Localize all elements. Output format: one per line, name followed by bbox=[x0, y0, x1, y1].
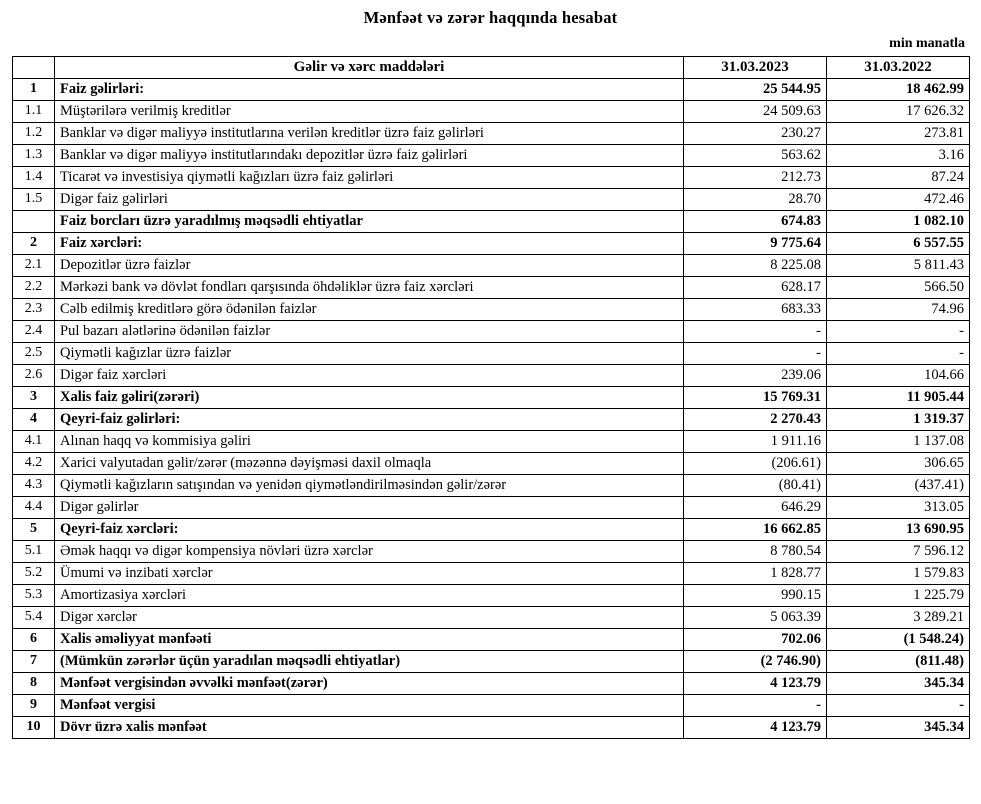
row-number: 4 bbox=[13, 409, 55, 431]
row-label: Mənfəət vergisi bbox=[55, 695, 684, 717]
row-number: 1.2 bbox=[13, 123, 55, 145]
row-value-period2: 1 579.83 bbox=[827, 563, 970, 585]
row-number: 5.3 bbox=[13, 585, 55, 607]
row-number: 2.5 bbox=[13, 343, 55, 365]
table-row bbox=[13, 255, 970, 277]
table-header-row bbox=[13, 57, 970, 79]
row-number: 2.2 bbox=[13, 277, 55, 299]
row-value-period1: 4 123.79 bbox=[684, 717, 827, 739]
table-row bbox=[13, 453, 970, 475]
row-number: 4.1 bbox=[13, 431, 55, 453]
row-label: Qeyri-faiz gəlirləri: bbox=[55, 409, 684, 431]
row-value-period2: 17 626.32 bbox=[827, 101, 970, 123]
row-label: Faiz gəlirləri: bbox=[55, 79, 684, 101]
table-row bbox=[13, 519, 970, 541]
row-value-period2: 13 690.95 bbox=[827, 519, 970, 541]
row-label: Qiymətli kağızların satışından və yenidən qiymətləndirilməsindən gəlir/zərər bbox=[55, 475, 684, 497]
row-number: 7 bbox=[13, 651, 55, 673]
row-number: 1 bbox=[13, 79, 55, 101]
row-number: 8 bbox=[13, 673, 55, 695]
row-label: Digər gəlirlər bbox=[55, 497, 684, 519]
row-value-period2: (811.48) bbox=[827, 651, 970, 673]
row-number bbox=[13, 211, 55, 233]
row-label: Banklar və digər maliyyə institutlarındakı depozitlər üzrə faiz gəlirləri bbox=[55, 145, 684, 167]
row-value-period2: 273.81 bbox=[827, 123, 970, 145]
row-label: Mənfəət vergisindən əvvəlki mənfəət(zərər) bbox=[55, 673, 684, 695]
row-value-period2: (1 548.24) bbox=[827, 629, 970, 651]
column-header-period1: 31.03.2023 bbox=[684, 57, 827, 79]
row-value-period1: 1 828.77 bbox=[684, 563, 827, 585]
profit-loss-table bbox=[12, 56, 970, 739]
row-number: 2.4 bbox=[13, 321, 55, 343]
row-value-period2: 18 462.99 bbox=[827, 79, 970, 101]
row-number: 10 bbox=[13, 717, 55, 739]
row-number: 4.3 bbox=[13, 475, 55, 497]
row-value-period1: 25 544.95 bbox=[684, 79, 827, 101]
row-value-period1: 990.15 bbox=[684, 585, 827, 607]
table-row bbox=[13, 233, 970, 255]
row-value-period1: 212.73 bbox=[684, 167, 827, 189]
row-label: Ümumi və inzibati xərclər bbox=[55, 563, 684, 585]
table-row bbox=[13, 321, 970, 343]
row-number: 1.3 bbox=[13, 145, 55, 167]
units-label: min manatla bbox=[889, 36, 965, 51]
row-value-period1: 683.33 bbox=[684, 299, 827, 321]
row-label: Faiz xərcləri: bbox=[55, 233, 684, 255]
row-label: Cəlb edilmiş kreditlərə görə ödənilən faizlər bbox=[55, 299, 684, 321]
column-header-num bbox=[13, 57, 55, 79]
page-title: Mənfəət və zərər haqqında hesabat bbox=[363, 8, 618, 27]
row-value-period1: 628.17 bbox=[684, 277, 827, 299]
table-row bbox=[13, 695, 970, 717]
row-value-period2: 5 811.43 bbox=[827, 255, 970, 277]
row-value-period2: 7 596.12 bbox=[827, 541, 970, 563]
row-number: 2.3 bbox=[13, 299, 55, 321]
row-number: 1.4 bbox=[13, 167, 55, 189]
row-value-period1: - bbox=[684, 695, 827, 717]
row-value-period1: 674.83 bbox=[684, 211, 827, 233]
row-number: 5.1 bbox=[13, 541, 55, 563]
row-value-period1: 563.62 bbox=[684, 145, 827, 167]
row-number: 5.2 bbox=[13, 563, 55, 585]
row-value-period1: (80.41) bbox=[684, 475, 827, 497]
row-number: 5.4 bbox=[13, 607, 55, 629]
row-label: Depozitlər üzrə faizlər bbox=[55, 255, 684, 277]
row-label: Faiz borcları üzrə yaradılmış məqsədli ehtiyatlar bbox=[55, 211, 684, 233]
row-value-period2: 306.65 bbox=[827, 453, 970, 475]
row-value-period1: 16 662.85 bbox=[684, 519, 827, 541]
row-label: Dövr üzrə xalis mənfəət bbox=[55, 717, 684, 739]
row-label: Mərkəzi bank və dövlət fondları qarşısında öhdəliklər üzrə faiz xərcləri bbox=[55, 277, 684, 299]
table-row bbox=[13, 497, 970, 519]
row-value-period2: 1 137.08 bbox=[827, 431, 970, 453]
row-value-period2: - bbox=[827, 695, 970, 717]
row-value-period2: 87.24 bbox=[827, 167, 970, 189]
row-value-period1: (2 746.90) bbox=[684, 651, 827, 673]
row-value-period2: 11 905.44 bbox=[827, 387, 970, 409]
row-number: 1.5 bbox=[13, 189, 55, 211]
row-number: 5 bbox=[13, 519, 55, 541]
row-value-period1: 702.06 bbox=[684, 629, 827, 651]
row-value-period1: 646.29 bbox=[684, 497, 827, 519]
row-value-period2: 3 289.21 bbox=[827, 607, 970, 629]
row-value-period2: 1 225.79 bbox=[827, 585, 970, 607]
row-value-period2: 1 082.10 bbox=[827, 211, 970, 233]
row-value-period1: 24 509.63 bbox=[684, 101, 827, 123]
column-header-name: Gəlir və xərc maddələri bbox=[55, 57, 684, 79]
row-number: 9 bbox=[13, 695, 55, 717]
row-number: 2 bbox=[13, 233, 55, 255]
table-row bbox=[13, 629, 970, 651]
row-value-period1: 28.70 bbox=[684, 189, 827, 211]
table-row bbox=[13, 145, 970, 167]
row-label: Əmək haqqı və digər kompensiya növləri üzrə xərclər bbox=[55, 541, 684, 563]
table-row bbox=[13, 431, 970, 453]
row-number: 1.1 bbox=[13, 101, 55, 123]
table-row bbox=[13, 277, 970, 299]
table-row bbox=[13, 167, 970, 189]
row-value-period2: (437.41) bbox=[827, 475, 970, 497]
row-value-period1: - bbox=[684, 343, 827, 365]
row-number: 6 bbox=[13, 629, 55, 651]
row-value-period1: 8 780.54 bbox=[684, 541, 827, 563]
row-value-period2: 74.96 bbox=[827, 299, 970, 321]
row-label: Ticarət və investisiya qiymətli kağızları üzrə faiz gəlirləri bbox=[55, 167, 684, 189]
row-label: Digər faiz gəlirləri bbox=[55, 189, 684, 211]
row-label: Xalis faiz gəliri(zərəri) bbox=[55, 387, 684, 409]
row-value-period2: 345.34 bbox=[827, 673, 970, 695]
row-value-period1: 1 911.16 bbox=[684, 431, 827, 453]
table-row bbox=[13, 607, 970, 629]
row-value-period1: 2 270.43 bbox=[684, 409, 827, 431]
row-number: 4.2 bbox=[13, 453, 55, 475]
row-label: Amortizasiya xərcləri bbox=[55, 585, 684, 607]
row-number: 3 bbox=[13, 387, 55, 409]
row-value-period1: 8 225.08 bbox=[684, 255, 827, 277]
row-value-period1: 9 775.64 bbox=[684, 233, 827, 255]
table-row bbox=[13, 475, 970, 497]
table-row bbox=[13, 541, 970, 563]
table-row bbox=[13, 563, 970, 585]
table-row bbox=[13, 673, 970, 695]
table-row bbox=[13, 123, 970, 145]
row-value-period2: 1 319.37 bbox=[827, 409, 970, 431]
table-row bbox=[13, 343, 970, 365]
row-value-period2: 566.50 bbox=[827, 277, 970, 299]
row-value-period1: 4 123.79 bbox=[684, 673, 827, 695]
table-row bbox=[13, 211, 970, 233]
row-label: Banklar və digər maliyyə institutlarına verilən kreditlər üzrə faiz gəlirləri bbox=[55, 123, 684, 145]
table-row bbox=[13, 299, 970, 321]
row-value-period2: 313.05 bbox=[827, 497, 970, 519]
row-label: Digər faiz xərcləri bbox=[55, 365, 684, 387]
row-label: Xarici valyutadan gəlir/zərər (məzənnə dəyişməsi daxil olmaqla bbox=[55, 453, 684, 475]
row-value-period1: 5 063.39 bbox=[684, 607, 827, 629]
row-value-period1: - bbox=[684, 321, 827, 343]
row-number: 2.1 bbox=[13, 255, 55, 277]
table-row bbox=[13, 189, 970, 211]
row-value-period2: 472.46 bbox=[827, 189, 970, 211]
row-value-period1: 239.06 bbox=[684, 365, 827, 387]
row-number: 2.6 bbox=[13, 365, 55, 387]
row-value-period2: 6 557.55 bbox=[827, 233, 970, 255]
row-value-period2: - bbox=[827, 343, 970, 365]
row-value-period1: 230.27 bbox=[684, 123, 827, 145]
table-row bbox=[13, 717, 970, 739]
column-header-period2: 31.03.2022 bbox=[827, 57, 970, 79]
table-row bbox=[13, 387, 970, 409]
row-value-period2: 3.16 bbox=[827, 145, 970, 167]
table-row bbox=[13, 365, 970, 387]
row-label: Digər xərclər bbox=[55, 607, 684, 629]
row-value-period1: (206.61) bbox=[684, 453, 827, 475]
table-row bbox=[13, 585, 970, 607]
table-body bbox=[13, 57, 970, 739]
table-row bbox=[13, 101, 970, 123]
row-value-period2: 345.34 bbox=[827, 717, 970, 739]
row-label: Qiymətli kağızlar üzrə faizlər bbox=[55, 343, 684, 365]
row-label: Müştərilərə verilmiş kreditlər bbox=[55, 101, 684, 123]
table-row bbox=[13, 409, 970, 431]
row-label: Xalis əməliyyat mənfəəti bbox=[55, 629, 684, 651]
row-value-period1: 15 769.31 bbox=[684, 387, 827, 409]
row-number: 4.4 bbox=[13, 497, 55, 519]
table-row bbox=[13, 79, 970, 101]
row-label: Alınan haqq və kommisiya gəliri bbox=[55, 431, 684, 453]
row-label: (Mümkün zərərlər üçün yaradılan məqsədli ehtiyatlar) bbox=[55, 651, 684, 673]
table-row bbox=[13, 651, 970, 673]
row-label: Qeyri-faiz xərcləri: bbox=[55, 519, 684, 541]
row-label: Pul bazarı alətlərinə ödənilən faizlər bbox=[55, 321, 684, 343]
row-value-period2: 104.66 bbox=[827, 365, 970, 387]
row-value-period2: - bbox=[827, 321, 970, 343]
